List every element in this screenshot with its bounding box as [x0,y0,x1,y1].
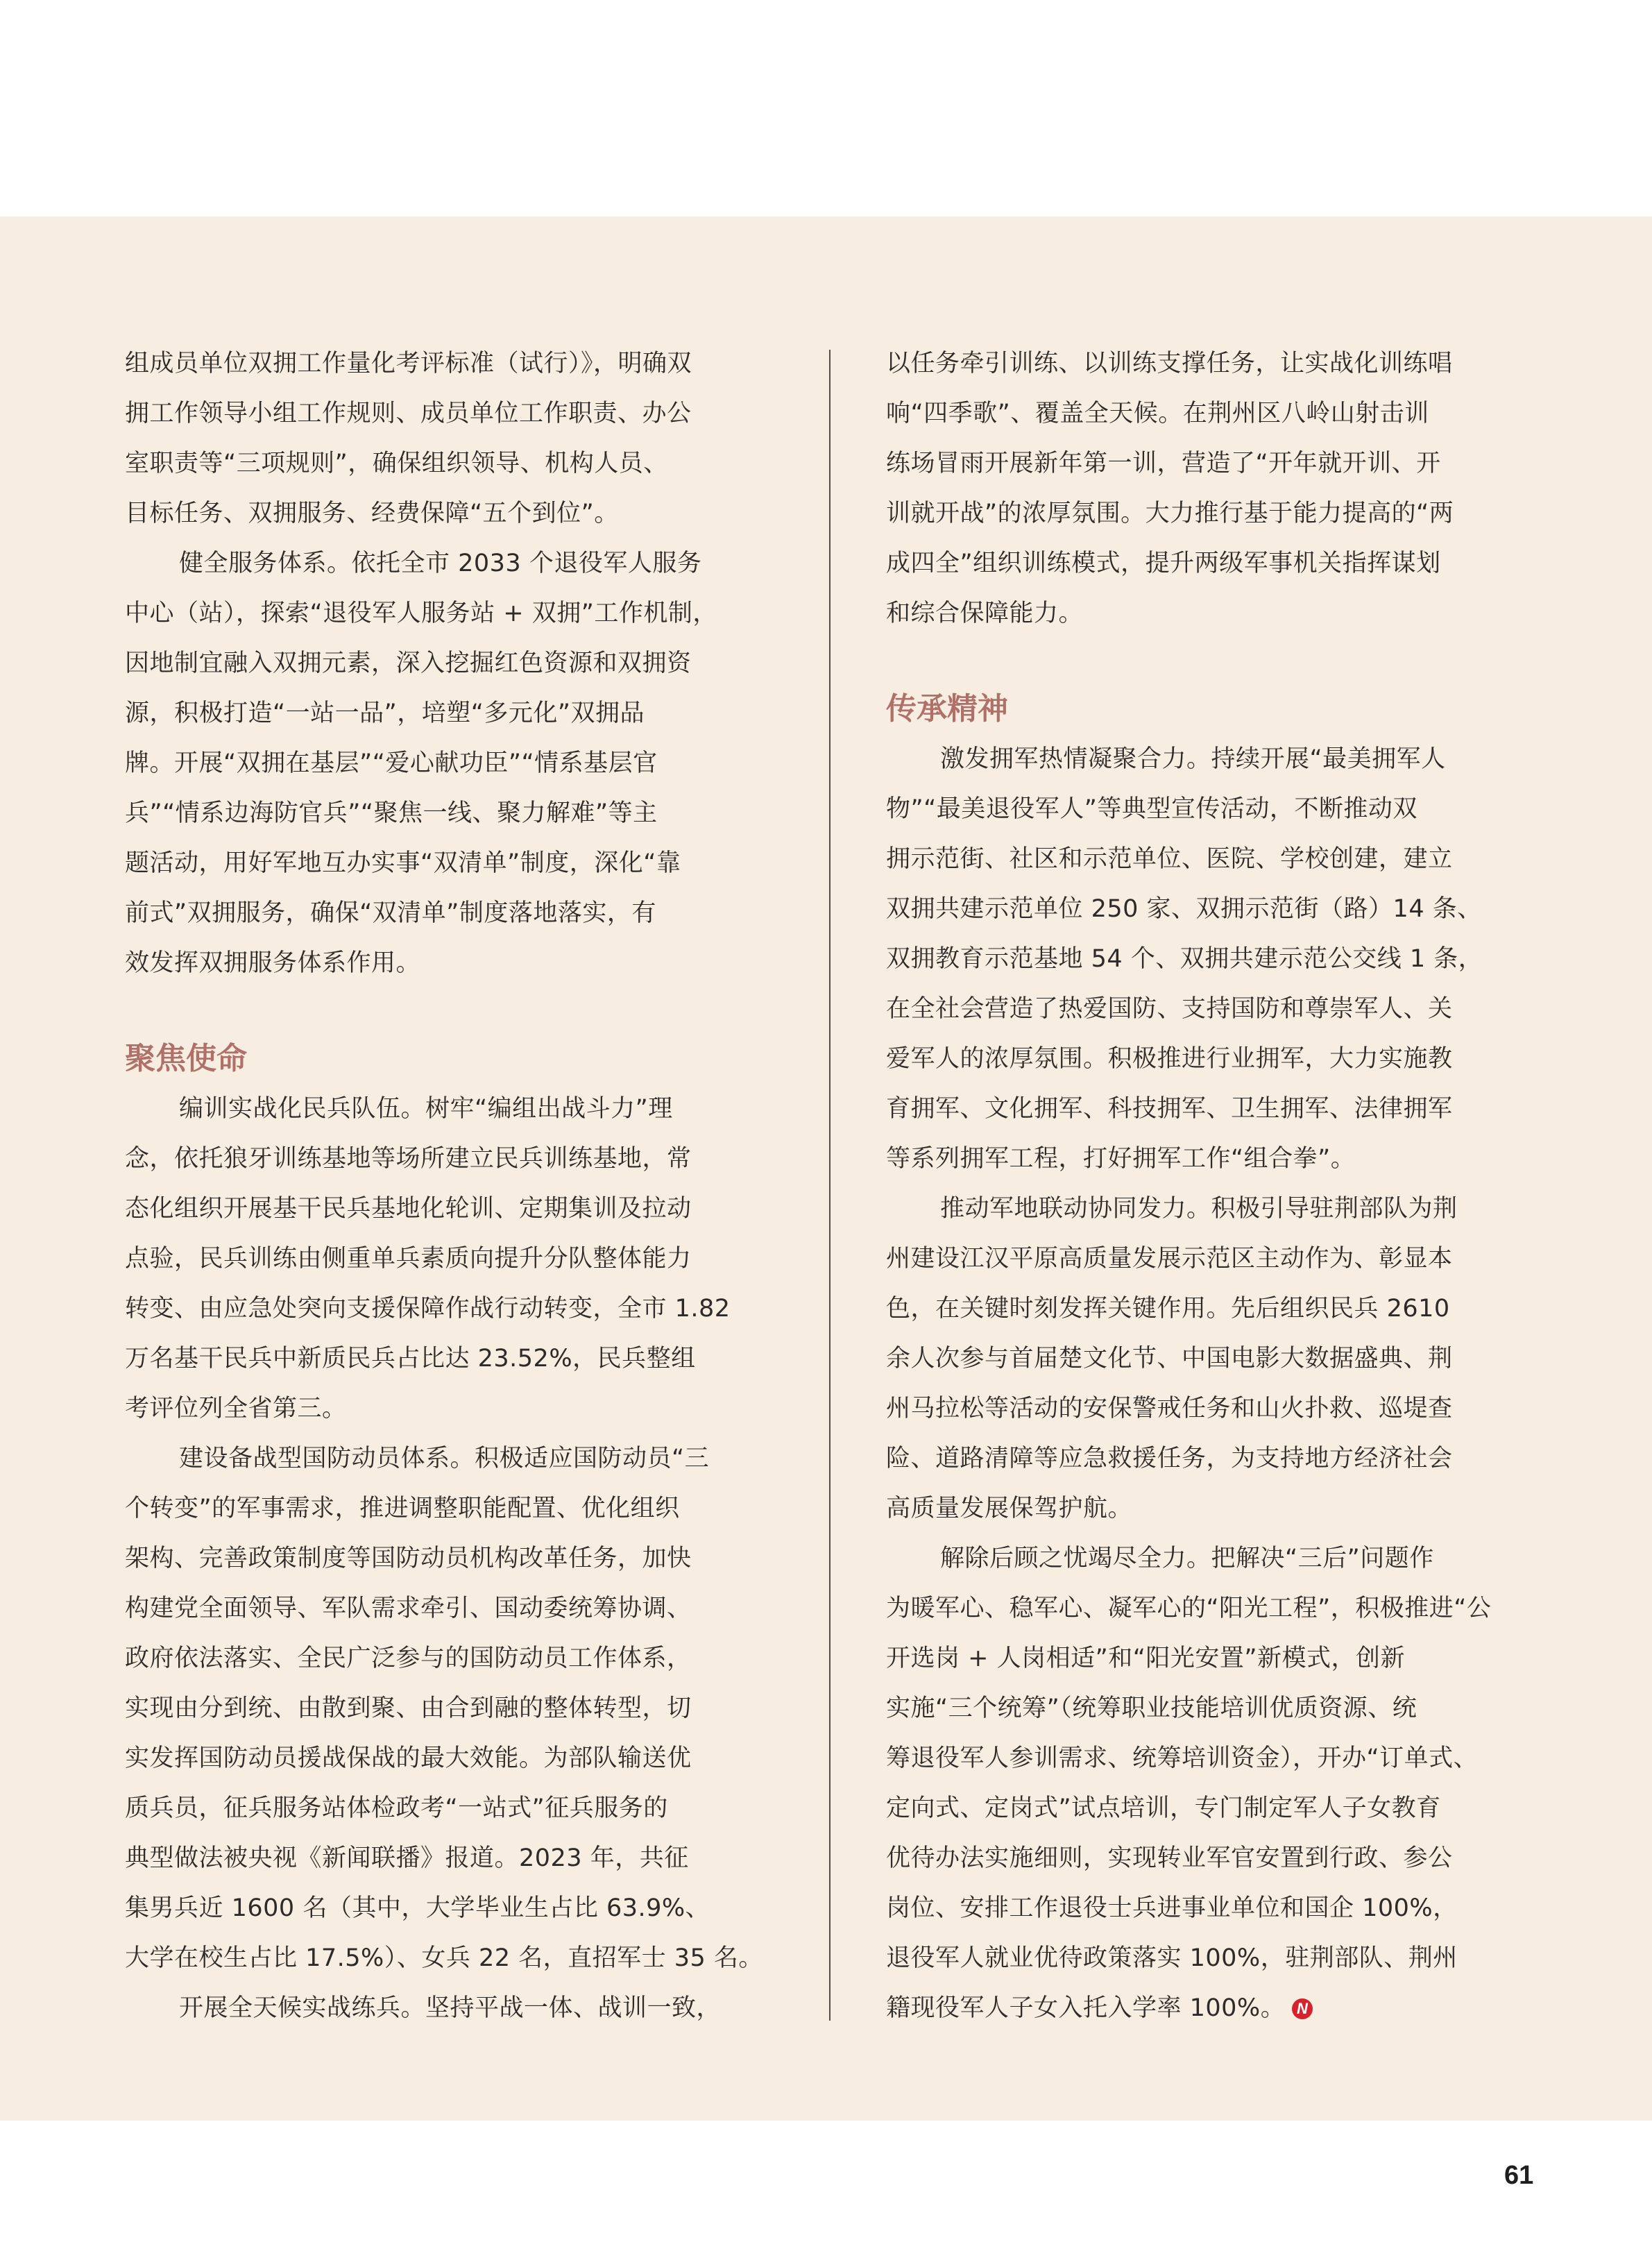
text-line: 典型做法被央视《新闻联播》报道。2023 年，共征 [125,1844,689,1872]
right-column [886,339,1538,2033]
text-line: 构建党全面领导、军队需求牵引、国动委统筹协调、 [125,1595,692,1622]
text-line: 成四全”组织训练模式，提升两级军事机关指挥谋划 [886,550,1441,577]
column-divider [829,350,831,2021]
paragraph-right-4 [886,1534,1538,2033]
text-line: 中心（站），探索“退役军人服务站 + 双拥”工作机制， [125,600,717,627]
text-line: 架构、完善政策制度等国防动员机构改革任务，加快 [125,1545,692,1572]
text-line: 物”“最美退役军人”等典型宣传活动，不断推动双 [886,795,1417,823]
end-mark-logo-icon: N [1292,1998,1313,2019]
text-line: 退役军人就业优待政策落实 100%，驻荆部队、荆州 [886,1944,1458,1972]
text-line: 室职责等“三项规则”，确保组织领导、机构人员、 [125,450,668,477]
text-line: 高质量发展保驾护航。 [886,1495,1133,1522]
text-line: 效发挥双拥服务体系作用。 [125,949,421,977]
text-line: 编训实战化民兵队伍。树牢“编组出战斗力”理 [179,1095,673,1123]
text-line: 在全社会营造了热爱国防、支持国防和尊崇军人、关 [886,995,1453,1023]
text-line: 响“四季歌”、覆盖全天候。在荆州区八岭山射击训 [886,400,1429,427]
text-line: 优待办法实施细则，实现转业军官安置到行政、参公 [886,1844,1453,1872]
text-line: 育拥军、文化拥军、科技拥军、卫生拥军、法律拥军 [886,1095,1453,1123]
text-line: 练场冒雨开展新年第一训，营造了“开年就开训、开 [886,450,1441,477]
text-line: 实现由分到统、由散到聚、由合到融的整体转型，切 [125,1695,692,1722]
text-line: 前式”双拥服务，确保“双清单”制度落地落实，有 [125,899,656,927]
paragraph-left-3 [125,1084,777,1434]
paragraph-left-4 [125,1434,777,1983]
text-line: 考评位列全省第三。 [125,1395,347,1423]
text-line: 因地制宜融入双拥元素，深入挖掘红色资源和双拥资 [125,649,692,677]
text-line: 岗位、安排工作退役士兵进事业单位和国企 100%， [886,1894,1458,1922]
page-number: 61 [1504,2161,1534,2190]
text-line: 双拥共建示范单位 250 家、双拥示范街（路）14 条、 [886,895,1482,923]
text-line: 以任务牵引训练、以训练支撑任务，让实战化训练唱 [886,350,1453,377]
text-line [886,1983,1538,2033]
text-line: 实发挥国防动员援战保战的最大效能。为部队输送优 [125,1744,692,1772]
text-line: 双拥教育示范基地 54 个、双拥共建示范公交线 1 条， [886,945,1483,973]
text-line: 州建设江汉平原高质量发展示范区主动作为、彰显本 [886,1245,1453,1273]
text-line: 念，依托狼牙训练基地等场所建立民兵训练基地，常 [125,1145,692,1173]
text-line: 质兵员，征兵服务站体检政考“一站式”征兵服务的 [125,1794,668,1822]
text-line: 开选岗 + 人岗相适”和“阳光安置”新模式，创新 [886,1645,1405,1672]
text-line: 州马拉松等活动的安保警戒任务和山火扑救、巡堤查 [886,1395,1453,1423]
text-line: 等系列拥军工程，打好拥军工作“组合拳”。 [886,1145,1356,1173]
text-line: 政府依法落实、全民广泛参与的国防动员工作体系， [125,1645,692,1672]
text-line: 转变、由应急处突向支援保障作战行动转变，全市 1.82 [125,1295,731,1323]
text-line: 定向式、定岗式”试点培训，专门制定军人子女教育 [886,1794,1441,1822]
text-line: 目标任务、双拥服务、经费保障“五个到位”。 [125,500,619,527]
paragraph-right-2 [886,734,1538,1184]
text-line: 点验，民兵训练由侧重单兵素质向提升分队整体能力 [125,1245,692,1273]
text-line: 源，积极打造“一站一品”，培塑“多元化”双拥品 [125,699,645,727]
text-line: 为暖军心、稳军心、凝军心的“阳光工程”，积极推进“公 [886,1595,1492,1622]
text-line: 爱军人的浓厚氛围。积极推进行业拥军，大力实施教 [886,1045,1453,1073]
text-line: 余人次参与首届楚文化节、中国电影大数据盛典、荆 [886,1345,1453,1373]
text-line: 组成员单位双拥工作量化考评标准（试行）》，明确双 [125,350,692,377]
left-column [125,339,777,2033]
text-line: 大学在校生占比 17.5%）、女兵 22 名，直招军士 35 名。 [125,1944,763,1972]
text-line: 万名基干民兵中新质民兵占比达 23.52%，民兵整组 [125,1345,696,1373]
text-line: 险、道路清障等应急救援任务，为支持地方经济社会 [886,1445,1453,1472]
paragraph-right-3 [886,1184,1538,1534]
text-line: 解除后顾之忧竭尽全力。把解决“三后”问题作 [940,1545,1434,1572]
text-line: 态化组织开展基干民兵基地化轮训、定期集训及拉动 [125,1195,692,1223]
text-line: 建设备战型国防动员体系。积极适应国防动员“三 [179,1445,710,1472]
paragraph-left-1 [125,339,777,538]
text-line: 题活动，用好军地互办实事“双清单”制度，深化“靠 [125,849,681,877]
text-line: 个转变”的军事需求，推进调整职能配置、优化组织 [125,1495,680,1522]
section-heading-inherit-spirit: 传承精神 [886,691,1008,727]
text-line: 拥示范街、社区和示范单位、医院、学校创建，建立 [886,845,1453,873]
paragraph-left-5 [125,1983,777,2033]
text-line: 推动军地联动协同发力。积极引导驻荆部队为荆 [940,1195,1458,1223]
text-line: 和综合保障能力。 [886,600,1084,627]
text-line: 兵”“情系边海防官兵”“聚焦一线、聚力解难”等主 [125,799,658,827]
text-line: 筹退役军人参训需求、统筹培训资金），开办“订单式、 [886,1744,1479,1772]
text-line: 开展全天候实战练兵。坚持平战一体、战训一致， [179,1994,722,2022]
text-line: 色，在关键时刻发挥关键作用。先后组织民兵 2610 [886,1295,1450,1323]
text-line: 激发拥军热情凝聚合力。持续开展“最美拥军人 [940,745,1446,773]
last-line-text: 籍现役军人子女入托入学率 100%。 [886,1994,1286,2022]
text-line: 训就开战”的浓厚氛围。大力推行基于能力提高的“两 [886,500,1454,527]
text-line: 拥工作领导小组工作规则、成员单位工作职责、办公 [125,400,692,427]
paragraph-left-2 [125,538,777,988]
paragraph-right-1 [886,339,1538,638]
section-heading-focus-mission: 聚焦使命 [125,1041,247,1076]
text-line: 集男兵近 1600 名（其中，大学毕业生占比 63.9%、 [125,1894,710,1922]
text-line: 健全服务体系。依托全市 2033 个退役军人服务 [179,550,702,577]
text-line: 牌。开展“双拥在基层”“爱心献功臣”“情系基层官 [125,749,658,777]
text-line: 实施“三个统筹”（统筹职业技能培训优质资源、统 [886,1695,1417,1722]
